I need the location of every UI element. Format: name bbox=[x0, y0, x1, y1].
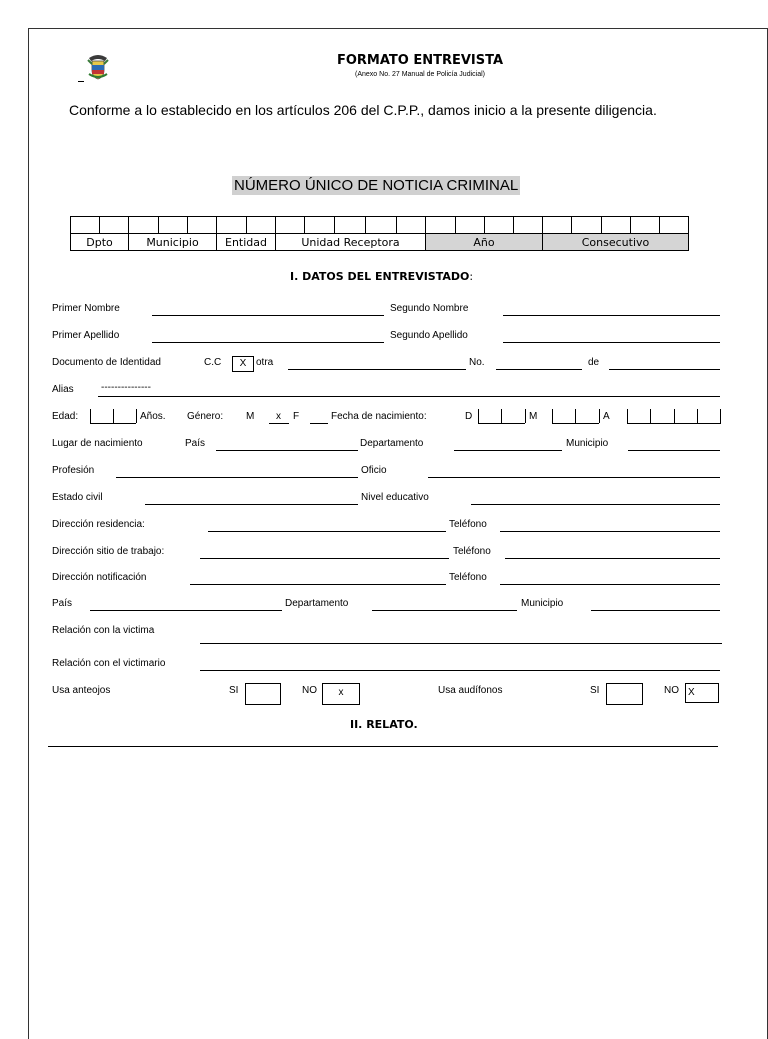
documento-label: Documento de Identidad bbox=[52, 357, 161, 368]
telefono-residencia-field[interactable] bbox=[500, 531, 720, 532]
edad-box-divider bbox=[90, 409, 91, 423]
relacion-victima-label: Relación con la victima bbox=[52, 625, 155, 636]
direccion-notificacion-field[interactable] bbox=[190, 584, 446, 585]
fecha-box-divider bbox=[627, 409, 628, 423]
digit-cell[interactable] bbox=[485, 217, 514, 234]
alias-field[interactable] bbox=[98, 396, 720, 397]
fecha-a-label: A bbox=[603, 411, 610, 422]
fecha-box-divider bbox=[697, 409, 698, 423]
primer-apellido-field[interactable] bbox=[152, 342, 384, 343]
segundo-nombre-field[interactable] bbox=[503, 315, 720, 316]
primer-nombre-label: Primer Nombre bbox=[52, 303, 120, 314]
relato-area[interactable] bbox=[48, 752, 718, 1012]
oficio-field[interactable] bbox=[428, 477, 720, 478]
noticia-number-table bbox=[70, 216, 689, 251]
pais-field[interactable] bbox=[216, 450, 358, 451]
fecha-box-divider bbox=[674, 409, 675, 423]
audifonos-si-label: SI bbox=[590, 685, 600, 696]
digit-cell[interactable] bbox=[335, 217, 366, 234]
anteojos-si-checkbox[interactable] bbox=[245, 683, 281, 705]
relacion-victima-field[interactable] bbox=[200, 643, 722, 644]
otra-label: otra bbox=[256, 357, 274, 368]
departamento-label: Departamento bbox=[360, 438, 424, 449]
primer-nombre-field[interactable] bbox=[152, 315, 384, 316]
col-dpto: Dpto bbox=[71, 234, 129, 251]
nivel-educativo-label: Nivel educativo bbox=[361, 492, 429, 503]
genero-f-label: F bbox=[293, 411, 300, 422]
digit-cell[interactable] bbox=[660, 217, 689, 234]
section-1-roman: I. bbox=[290, 270, 299, 283]
municipio-label: Municipio bbox=[566, 438, 609, 449]
digit-cell[interactable] bbox=[305, 217, 335, 234]
departamento-field[interactable] bbox=[454, 450, 562, 451]
telefono-trabajo-label: Teléfono bbox=[453, 546, 491, 557]
audifonos-si-checkbox[interactable] bbox=[606, 683, 643, 705]
digit-cell[interactable] bbox=[631, 217, 660, 234]
digit-cell[interactable] bbox=[572, 217, 602, 234]
direccion-trabajo-label: Dirección sitio de trabajo: bbox=[52, 546, 165, 557]
primer-apellido-label: Primer Apellido bbox=[52, 330, 120, 341]
relacion-victimario-field[interactable] bbox=[200, 670, 720, 671]
edad-label: Edad: bbox=[52, 411, 79, 422]
fecha-box-divider bbox=[525, 409, 526, 423]
otra-field[interactable] bbox=[288, 369, 466, 370]
digit-cell[interactable] bbox=[217, 217, 247, 234]
fecha-box-divider bbox=[599, 409, 600, 423]
fecha-box-divider bbox=[720, 409, 721, 423]
direccion-residencia-label: Dirección residencia: bbox=[52, 519, 145, 530]
digit-cell[interactable] bbox=[129, 217, 159, 234]
edad-field[interactable] bbox=[90, 423, 136, 424]
anteojos-no-checkbox[interactable]: x bbox=[322, 683, 360, 705]
lugar-nacimiento-label: Lugar de nacimiento bbox=[52, 438, 143, 449]
telefono-notificacion-field[interactable] bbox=[500, 584, 720, 585]
segundo-apellido-field[interactable] bbox=[503, 342, 720, 343]
fecha-box-divider bbox=[478, 409, 479, 423]
fecha-box-divider bbox=[552, 409, 553, 423]
digit-cell[interactable] bbox=[276, 217, 305, 234]
section-2-title: II. RELATO. bbox=[350, 718, 418, 731]
relacion-victimario-label: Relación con el victimario bbox=[52, 658, 166, 669]
numero-label: No. bbox=[469, 357, 485, 368]
genero-m-field[interactable] bbox=[269, 423, 289, 424]
fecha-mes-field[interactable] bbox=[552, 423, 599, 424]
form-title: FORMATO ENTREVISTA bbox=[336, 53, 504, 68]
telefono-residencia-label: Teléfono bbox=[449, 519, 487, 530]
genero-label: Género: bbox=[187, 411, 224, 422]
usa-audifonos-label: Usa audífonos bbox=[438, 685, 503, 696]
genero-m-label: M bbox=[246, 411, 255, 422]
direccion-notificacion-label: Dirección notificación bbox=[52, 572, 147, 583]
nivel-educativo-field[interactable] bbox=[471, 504, 720, 505]
digit-cell[interactable] bbox=[426, 217, 456, 234]
departamento-notificacion-label: Departamento bbox=[285, 598, 349, 609]
col-unidad-receptora: Unidad Receptora bbox=[276, 234, 426, 251]
digit-cell[interactable] bbox=[514, 217, 543, 234]
section-1-colon: : bbox=[469, 270, 474, 283]
section-1-title bbox=[290, 270, 473, 283]
alias-value: --------------- bbox=[101, 382, 151, 393]
digit-cell[interactable] bbox=[602, 217, 631, 234]
alias-label: Alias bbox=[52, 384, 74, 395]
digit-cell[interactable] bbox=[397, 217, 426, 234]
numero-field[interactable] bbox=[496, 369, 582, 370]
col-consecutivo: Consecutivo bbox=[543, 234, 689, 251]
edad-box-divider bbox=[136, 409, 137, 423]
estado-civil-field[interactable] bbox=[145, 504, 358, 505]
digit-cell[interactable] bbox=[159, 217, 188, 234]
col-ano: Año bbox=[426, 234, 543, 251]
de-field[interactable] bbox=[609, 369, 720, 370]
direccion-residencia-field[interactable] bbox=[208, 531, 446, 532]
profesion-field[interactable] bbox=[116, 477, 358, 478]
de-label: de bbox=[588, 357, 600, 368]
municipio-notificacion-label: Municipio bbox=[521, 598, 564, 609]
audifonos-no-checkbox[interactable]: X bbox=[685, 683, 719, 703]
segundo-apellido-label: Segundo Apellido bbox=[390, 330, 468, 341]
cc-label: C.C bbox=[204, 357, 222, 368]
digit-cell[interactable] bbox=[247, 217, 276, 234]
colombia-coat-of-arms-icon bbox=[83, 52, 113, 82]
digit-cell[interactable] bbox=[543, 217, 572, 234]
edad-box-divider bbox=[113, 409, 114, 423]
column-header-row bbox=[71, 234, 689, 251]
col-municipio: Municipio bbox=[129, 234, 217, 251]
genero-m-mark[interactable]: x bbox=[276, 411, 281, 422]
noticia-title: NÚMERO ÚNICO DE NOTICIA CRIMINAL bbox=[234, 177, 519, 194]
departamento-notificacion-field[interactable] bbox=[372, 610, 517, 611]
fecha-nacimiento-label: Fecha de nacimiento: bbox=[331, 411, 427, 422]
pais-notificacion-label: País bbox=[52, 598, 73, 609]
pais-label: País bbox=[185, 438, 206, 449]
col-entidad: Entidad bbox=[217, 234, 276, 251]
section-1-text: DATOS DEL ENTREVISTADO bbox=[298, 270, 470, 283]
usa-anteojos-label: Usa anteojos bbox=[52, 685, 111, 696]
telefono-notificacion-label: Teléfono bbox=[449, 572, 487, 583]
anos-label: Años. bbox=[140, 411, 166, 422]
digit-cell[interactable] bbox=[366, 217, 397, 234]
direccion-trabajo-field[interactable] bbox=[200, 558, 449, 559]
audifonos-no-label: NO bbox=[664, 685, 679, 696]
digit-cell[interactable] bbox=[188, 217, 217, 234]
crest-underline bbox=[78, 81, 84, 82]
anteojos-no-label: NO bbox=[302, 685, 317, 696]
anteojos-si-label: SI bbox=[229, 685, 239, 696]
digit-cell[interactable] bbox=[71, 217, 100, 234]
fecha-box-divider bbox=[575, 409, 576, 423]
intro-text: Conforme a lo establecido en los artículos 206 del C.P.P., damos inicio a la presente diligencia. bbox=[69, 102, 657, 118]
fecha-ano-field[interactable] bbox=[627, 423, 721, 424]
digit-row bbox=[71, 217, 689, 234]
fecha-box-divider bbox=[501, 409, 502, 423]
profesion-label: Profesión bbox=[52, 465, 95, 476]
segundo-nombre-label: Segundo Nombre bbox=[390, 303, 469, 314]
cc-checkbox[interactable]: X bbox=[232, 356, 254, 372]
relato-divider bbox=[48, 746, 718, 747]
oficio-label: Oficio bbox=[361, 465, 387, 476]
digit-cell[interactable] bbox=[456, 217, 485, 234]
genero-f-field[interactable] bbox=[310, 423, 328, 424]
municipio-notificacion-field[interactable] bbox=[591, 610, 720, 611]
fecha-box-divider bbox=[650, 409, 651, 423]
digit-cell[interactable] bbox=[100, 217, 129, 234]
fecha-m-label: M bbox=[529, 411, 538, 422]
pais-notificacion-field[interactable] bbox=[90, 610, 282, 611]
fecha-dia-field[interactable] bbox=[478, 423, 525, 424]
telefono-trabajo-field[interactable] bbox=[505, 558, 720, 559]
form-subtitle: (Anexo No. 27 Manual de Policía Judicial) bbox=[355, 71, 485, 78]
municipio-field[interactable] bbox=[628, 450, 720, 451]
estado-civil-label: Estado civil bbox=[52, 492, 103, 503]
fecha-d-label: D bbox=[465, 411, 473, 422]
